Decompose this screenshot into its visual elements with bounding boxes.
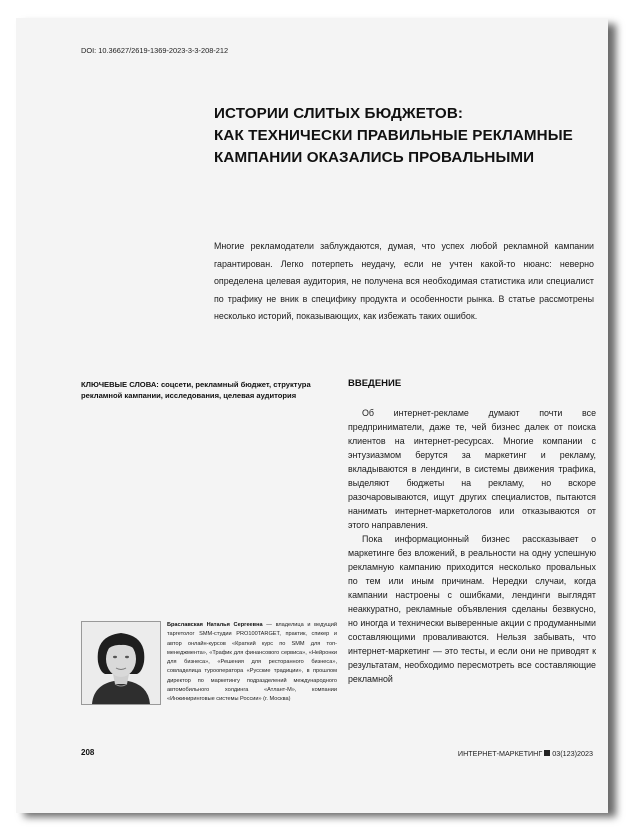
author-photo (81, 621, 161, 705)
journal-issue: 03(123)2023 (552, 749, 593, 758)
paragraph: Об интернет-рекламе думают почти все предприниматели, даже те, чей бизнес далек от поиска клиентов на интернет-ресурсах. Многие компании с энтузиазмом берутся за маркетинг и рекламу, вкладываются в лендинги, в системы движения трафика, выделяют бюджеты на рекламу, но вскоре разочаровываются, ищут других специалистов, пытаются нанимать интернет-маркетологов или отказываются от этого направления. (348, 408, 596, 530)
title-line: КАМПАНИИ ОКАЗАЛИСЬ ПРОВАЛЬНЫМИ (214, 149, 535, 166)
section-heading: ВВЕДЕНИЕ (348, 378, 402, 389)
paragraph: Пока информационный бизнес рассказывает о маркетинге без вложений, в реальности на одну успешную рекламную кампанию приходится несколько провальных по тем или иным причинам. Нередки случаи, когда кампании настроены с ошибками, лендинги выглядят неаккуратно, рекламные объявления сделаны безвкусно, но иногда и технически выверенные акции с продуманными составляющими проваливаются. Нельзя забывать, что интернет-маркетинг — это тесты, и если они не приводят к результатам, необходимо пересмотреть все составляющие рекламной (348, 534, 596, 684)
title-line: ИСТОРИИ СЛИТЫХ БЮДЖЕТОВ: (214, 105, 464, 122)
square-icon (544, 750, 550, 756)
abstract: Многие рекламодатели заблуждаются, думая, что успех любой рекламной кампании гарантирован. Легко потерпеть неудачу, если не учтен какой-то нюанс: неверно определена целевая аудитория, не получена вся необходимая статистика или специалист по трафику не вник в специфику продукта и особенности рынка. В статье рассмотрены несколько историй, показывающих, как избежать таких ошибок. (214, 241, 594, 321)
journal-name: ИНТЕРНЕТ-МАРКЕТИНГ (457, 749, 543, 758)
title-line: КАК ТЕХНИЧЕСКИ ПРАВИЛЬНЫЕ РЕКЛАМНЫЕ (214, 127, 573, 144)
article-title (214, 103, 594, 169)
doi: DOI: 10.36627/2619-1369-2023-3-3-208-212 (81, 46, 229, 55)
page-number: 208 (81, 748, 95, 757)
journal-footer (458, 749, 593, 758)
journal-page (16, 18, 608, 813)
keywords: КЛЮЧЕВЫЕ СЛОВА: соцсети, рекламный бюджет, структура рекламной кампании, исследования, целевая аудитория (81, 380, 311, 400)
author-description: — владелица и ведущий таргетолог SMM-студии PRO100TARGET, практик, спикер и автор онлайн-курсов «Краткий курс по SMM для топ-менеджмента», «Трафик для финансового сервиса», «Нейронки для бизнеса», «Решения для ресторанного бизнеса», совладелица турооператора «Русские традиции», в прошлом директор по маркетингу подразделений международного автомобильного холдинга «Атлант-М», компании «Инжиниринговые системы России» (г. Москва) (167, 622, 337, 703)
author-portrait-icon (82, 622, 160, 704)
author-bio (167, 621, 337, 705)
author-name: Браславская Наталья Сергеевна (167, 622, 263, 628)
body-text (348, 406, 596, 686)
